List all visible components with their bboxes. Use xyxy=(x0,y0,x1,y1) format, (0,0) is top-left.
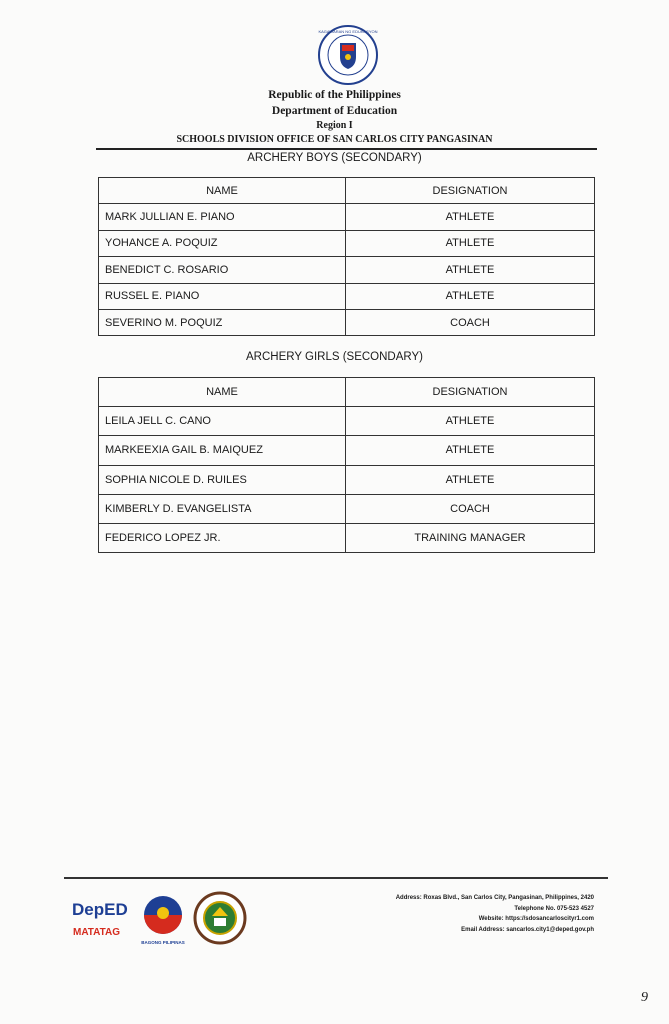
table-row xyxy=(99,465,595,494)
page-number: 9 xyxy=(641,990,648,1005)
footer-address: Address: Roxas Blvd., San Carlos City, Pangasinan, Philippines, 2420 xyxy=(395,895,594,901)
cell-name: KIMBERLY D. EVANGELISTA xyxy=(99,494,346,523)
header-divider xyxy=(96,148,597,150)
table-row xyxy=(99,204,595,230)
column-header-name: NAME xyxy=(99,178,346,204)
cell-name: RUSSEL E. PIANO xyxy=(99,283,346,309)
deped-matatag-logo xyxy=(72,900,128,938)
cell-designation: COACH xyxy=(346,309,595,335)
svg-text:MATATAG: MATATAG xyxy=(73,927,121,938)
cell-designation: COACH xyxy=(346,494,595,523)
cell-name: LEILA JELL C. CANO xyxy=(99,407,346,436)
cell-name: SEVERINO M. POQUIZ xyxy=(99,309,346,335)
division-seal-logo xyxy=(195,893,245,943)
cell-designation: ATHLETE xyxy=(346,283,595,309)
table-header-row xyxy=(99,378,595,407)
table-row xyxy=(99,257,595,283)
cell-name: SOPHIA NICOLE D. RUILES xyxy=(99,465,346,494)
footer-logos xyxy=(70,888,250,948)
cell-designation: ATHLETE xyxy=(346,230,595,256)
cell-name: MARK JULLIAN E. PIANO xyxy=(99,204,346,230)
section-title-girls: ARCHERY GIRLS (SECONDARY) xyxy=(245,351,423,363)
bagong-pilipinas-logo xyxy=(141,896,185,945)
table-header-row xyxy=(99,178,595,204)
column-header-designation: DESIGNATION xyxy=(346,178,595,204)
cell-designation: ATHLETE xyxy=(346,465,595,494)
cell-name: MARKEEXIA GAIL B. MAIQUEZ xyxy=(99,436,346,465)
table-row xyxy=(99,407,595,436)
cell-name: FEDERICO LOPEZ JR. xyxy=(99,523,346,552)
header-department: Department of Education xyxy=(271,105,398,117)
cell-designation: ATHLETE xyxy=(346,204,595,230)
table-row xyxy=(99,494,595,523)
girls-roster-table xyxy=(98,377,595,553)
footer-email: Email Address: sancarlos.city1@deped.gov.ph xyxy=(461,926,594,933)
table-row xyxy=(99,309,595,335)
section-title-boys: ARCHERY BOYS (SECONDARY) xyxy=(247,152,422,164)
table-row xyxy=(99,523,595,552)
svg-text:BAGONG PILIPINAS: BAGONG PILIPINAS xyxy=(141,940,185,945)
column-header-name: NAME xyxy=(99,378,346,407)
cell-name: YOHANCE A. POQUIZ xyxy=(99,230,346,256)
cell-name: BENEDICT C. ROSARIO xyxy=(99,257,346,283)
header-division: SCHOOLS DIVISION OFFICE OF SAN CARLOS CITY PANGASINAN xyxy=(176,134,493,145)
footer-telephone: Telephone No. 075-523 4527 xyxy=(514,905,594,912)
deped-seal-logo xyxy=(313,24,383,86)
svg-text:DepED: DepED xyxy=(72,900,128,919)
table-row xyxy=(99,283,595,309)
cell-designation: ATHLETE xyxy=(346,436,595,465)
cell-designation: ATHLETE xyxy=(346,257,595,283)
table-row xyxy=(99,436,595,465)
header-country: Republic of the Philippines xyxy=(268,89,401,101)
svg-text:KAGAWARAN NG EDUKASYON: KAGAWARAN NG EDUKASYON xyxy=(318,29,378,34)
table-row xyxy=(99,230,595,256)
boys-roster-table xyxy=(98,177,595,336)
cell-designation: ATHLETE xyxy=(346,407,595,436)
footer-divider xyxy=(64,877,608,879)
column-header-designation: DESIGNATION xyxy=(346,378,595,407)
footer-website: Website: https://sdosancarloscityr1.com xyxy=(478,916,594,922)
header-region: Region I xyxy=(316,120,353,131)
cell-designation: TRAINING MANAGER xyxy=(346,523,595,552)
footer-contact xyxy=(396,893,594,935)
